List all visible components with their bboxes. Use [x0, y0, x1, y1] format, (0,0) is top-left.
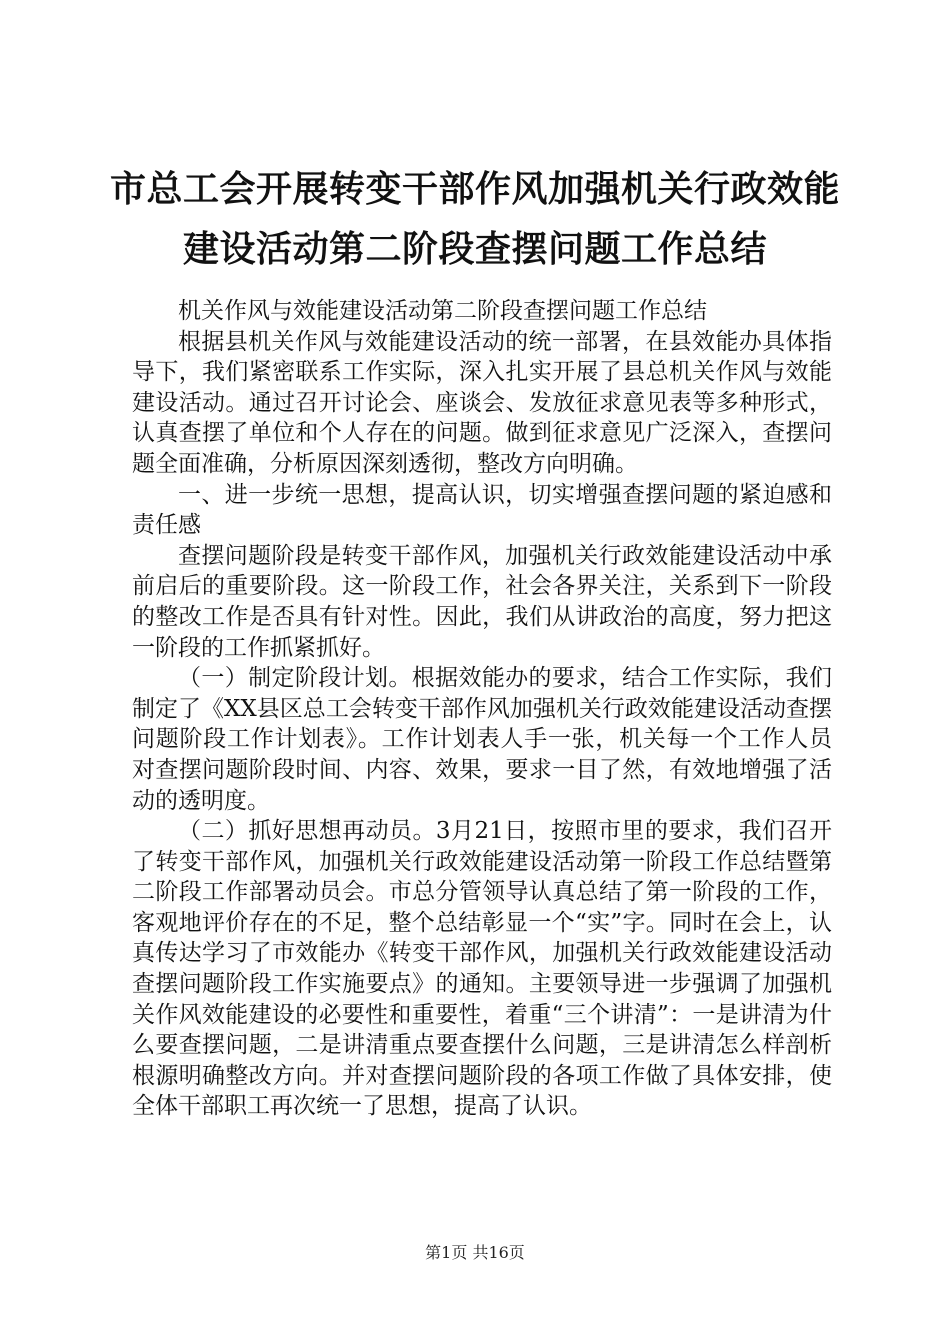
title-line-1: 市总工会开展转变干部作风加强机关行政效能 [110, 169, 841, 210]
intro-paragraph: 根据县机关作风与效能建设活动的统一部署，在县效能办具体指导下，我们紧密联系工作实际，深入扎实开展了县总机关作风与效能建设活动。通过召开讨论会、座谈会、发放征求意见表等多种形式，认真查摆了单位和个人存在的问题。做到征求意见广泛深入，查摆问题全面准确，分析原因深刻透彻，整改方向明确。 [132, 328, 832, 477]
document-body [132, 296, 832, 1122]
title-line-2: 建设活动第二阶段查摆问题工作总结 [182, 229, 767, 270]
body-paragraph: 查摆问题阶段是转变干部作风，加强机关行政效能建设活动中承前启后的重要阶段。这一阶段工作，社会各界关注，关系到下一阶段的整改工作是否具有针对性。因此，我们从讲政治的高度，努力把这一阶段的工作抓紧抓好。 [132, 542, 832, 661]
body-paragraph: （二）抓好思想再动员。3月21日，按照市里的要求，我们召开了转变干部作风，加强机关行政效能建设活动第一阶段工作总结暨第二阶段工作部署动员会。市总分管领导认真总结了第一阶段的工作，客观地评价存在的不足，整个总结彰显一个“实”字。同时在会上，认真传达学习了市效能办《转变干部作风，加强机关行政效能建设活动查摆问题阶段工作实施要点》的通知。主要领导进一步强调了加强机关作风效能建设的必要性和重要性，着重“三个讲清”：一是讲清为什么要查摆问题，二是讲清重点要查摆什么问题，三是讲清怎么样剖析根源明确整改方向。并对查摆问题阶段的各项工作做了具体安排，使全体干部职工再次统一了思想，提高了认识。 [132, 818, 832, 1120]
section-heading: 一、进一步统一思想，提高认识，切实增强查摆问题的紧迫感和责任感 [132, 481, 832, 539]
subtitle-paragraph: 机关作风与效能建设活动第二阶段查摆问题工作总结 [178, 298, 707, 324]
page-number-footer: 第1页 共16页 [425, 1243, 525, 1262]
body-paragraph: （一）制定阶段计划。根据效能办的要求，结合工作实际，我们制定了《XX县区总工会转变干部作风加强机关行政效能建设活动查摆问题阶段工作计划表》。工作计划表人手一张，机关每一个工作人员对查摆问题阶段时间、内容、效果，要求一目了然，有效地增强了活动的透明度。 [132, 665, 832, 814]
document-title [110, 160, 840, 280]
